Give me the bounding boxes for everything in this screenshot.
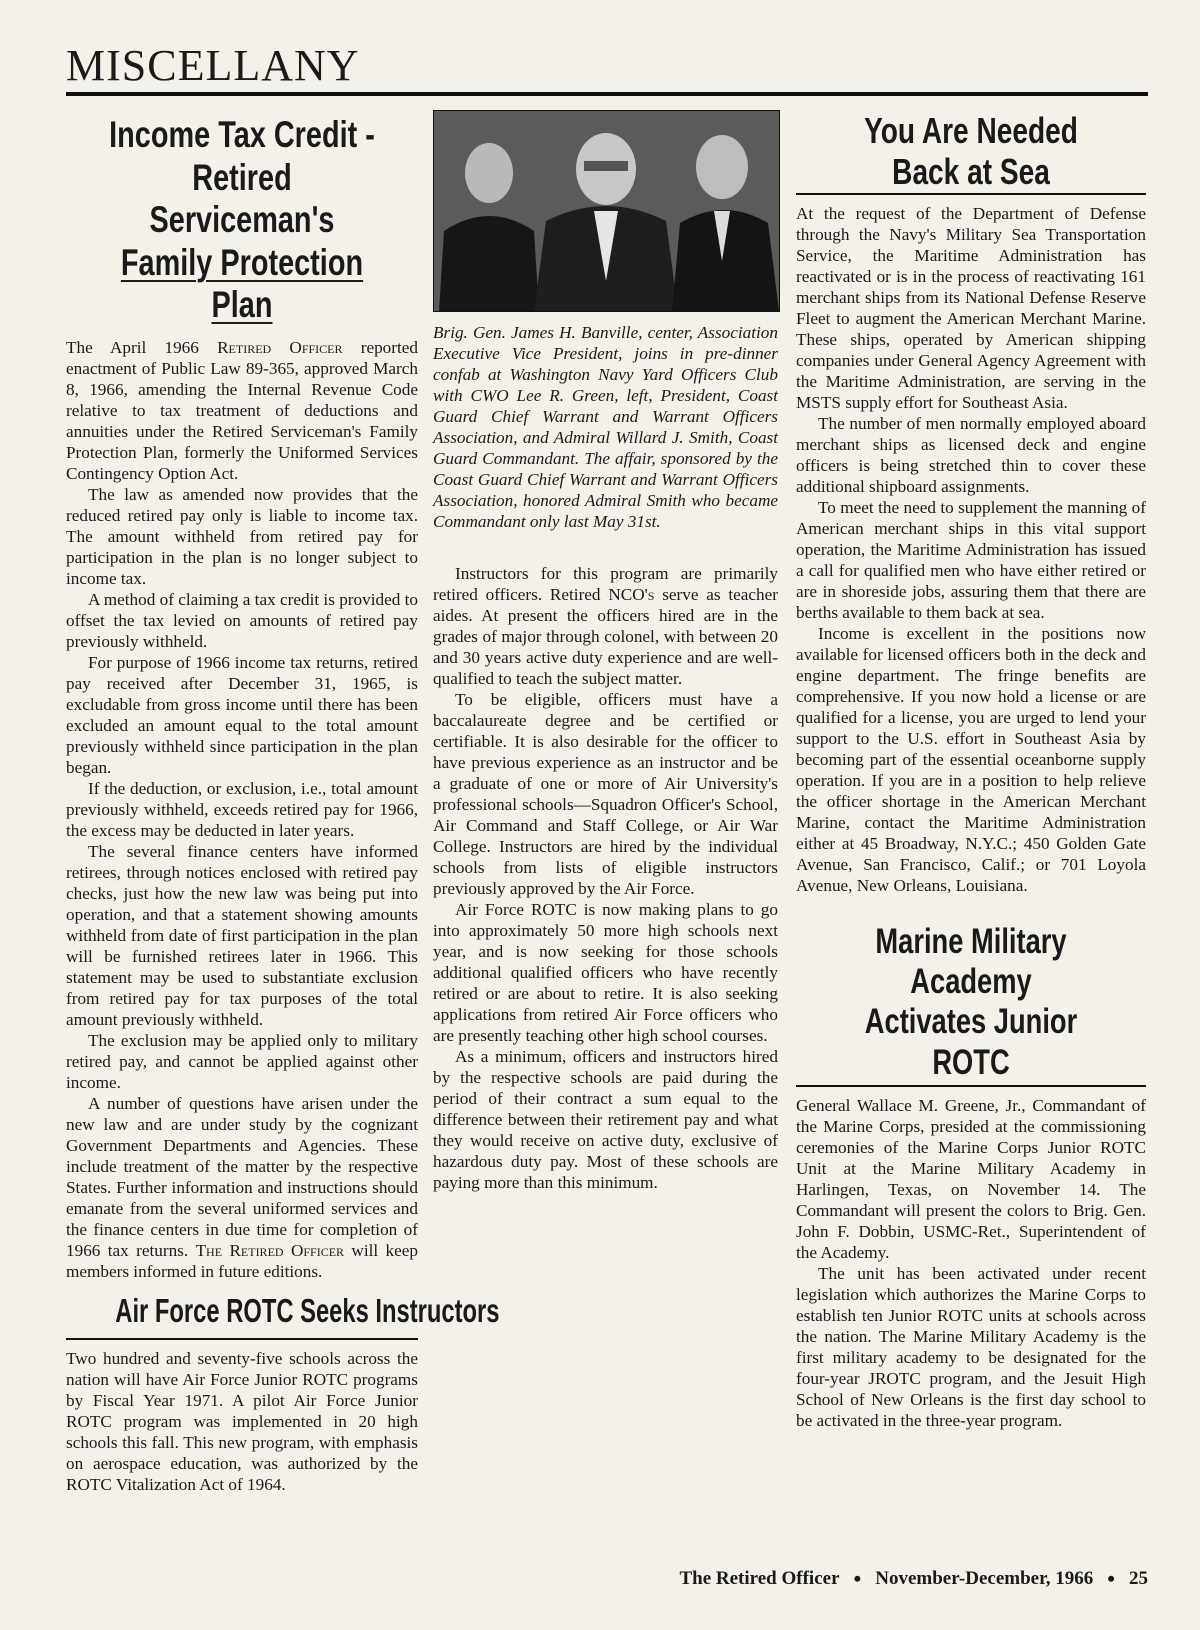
title-rule (66, 92, 1148, 96)
headline-line: Income Tax Credit - Retired (109, 114, 375, 198)
sea-headline: You Are Needed Back at Sea (864, 110, 1078, 193)
paragraph: The unit has been activated under recent legislation which authorizes the Marine Corps to establish ten Junior ROTC units at schools across the nation. The Marine Military Academy is the first military academy to be designated for the four-year JROTC program, and the Jesuit High School of New Orleans is the first day school to be activated in the three-year program. (796, 1263, 1146, 1430)
paragraph: The law as amended now provides that the reduced retired pay only is liable to income tax. The amount withheld from retired pay for participation in the plan is no longer subject to income tax. (66, 484, 418, 588)
footer-publication: The Retired Officer (679, 1568, 840, 1589)
column-1 (66, 108, 500, 1570)
paragraph: To meet the need to supplement the manning of American merchant ships in this vital support operation, the Maritime Administration has issued a call for qualified men who have either retired or are in shoreside jobs, assuring them that there are berths available to them back at sea. (796, 497, 1146, 622)
footer-date: November-December, 1966 (875, 1568, 1094, 1589)
paragraph: A number of questions have arisen under the new law and are under study by the cognizant Government Departments and Agencies. These include treatment of the matter by the respective States. Further information and instructions should emanate from the several uniformed services and the finance centers in due time for completion of 1966 tax returns. The Retired Officer will keep members informed in future editions. (66, 1093, 418, 1281)
headline-line: Marine Military Academy (875, 921, 1067, 1002)
sea-headline-block (796, 110, 1146, 195)
paragraph: For purpose of 1966 income tax returns, retired pay received after December 31, 1965, is excludable from gross income until there has been excluded an amount equal to the total amount previously withheld since participation in the plan began. (66, 652, 418, 777)
headline-line: Family Protection Plan (120, 241, 364, 326)
photo-illustration (434, 111, 779, 311)
marine-headline (835, 922, 1108, 1083)
column-2 (433, 108, 778, 1570)
paragraph: Income is excellent in the positions now available for licensed officers both in the deck and engine department. The fringe benefits are comprehensive. If you now hold a license or are qualified for a license, you are urged to lend your support to the U.S. effort in Southeast Asia by becoming part of the essential oceanborne supply operation. If you are in a position to help relieve the officer shortage in the American Merchant Marine, contact the Maritime Administration either at 45 Broadway, N.Y.C.; 450 Golden Gate Avenue, San Francisco, Calif.; or 701 Loyola Avenue, New Orleans, Louisiana. (796, 623, 1146, 895)
paragraph: At the request of the Department of Defense through the Navy's Military Sea Transportation Service, the Maritime Administration has reactivated or is in the process of reactivating 161 merchant ships from its National Defense Reserve Fleet to augment the American Merchant Marine. These ships, operated by American shipping companies under General Agency Agreement with the Maritime Administration, are serving in the MSTS supply effort for Southeast Asia. (796, 203, 1146, 412)
air-force-headline: Air Force ROTC Seeks Instructors (115, 1291, 500, 1329)
paragraph: A method of claiming a tax credit is provided to offset the tax levied on amounts of retired pay previously withheld. (66, 589, 418, 651)
column-3 (796, 108, 1146, 1570)
paragraph: If the deduction, or exclusion, i.e., total amount previously withheld, exceeds retired pay for 1966, the excess may be deducted in later years. (66, 778, 418, 840)
paragraph: General Wallace M. Greene, Jr., Commandant of the Marine Corps, presided at the commissioning ceremonies of the Marine Corps Junior ROTC Unit at the Marine Military Academy in Harlingen, Texas, on November 14. The Commandant will present the colors to Brig. Gen. John F. Dobbin, USMC-Ret., Superintendent of the Academy. (796, 1095, 1146, 1262)
paragraph: Air Force ROTC is now making plans to go into approximately 50 more high schools next year, and is now seeking for those schools additional qualified officers who have recently retired or are about to retire. It is also seeking applications from retired Air Force officers who are presently teaching other high school courses. (433, 900, 778, 1045)
paragraph: The exclusion may be applied only to military retired pay, and cannot be applied against other income. (66, 1030, 418, 1092)
paragraph: To be eligible, officers must have a baccalaureate degree and be certified or certifiable. It is also desirable for the officer to have previous experience as an instructor and be a graduate of one or more of Air University's professional schools—Squadron Officer's School, Air Command and Staff College, or Air War College. Instructors are hired by the individual schools from lists of eligible instructors previously approved by the Air Force. (433, 690, 778, 898)
page-footer (679, 1566, 1148, 1592)
paragraph: As a minimum, officers and instructors hired by the respective schools are paid during the period of their contract a sum equal to the difference between their retirement pay and what they would receive on active duty, exclusive of hazardous duty pay. Most of these schools are paying more than this minimum. (433, 1047, 778, 1192)
section-title: MISCELLANY (66, 41, 360, 90)
footer-separator: • (853, 1566, 862, 1591)
footer-separator: • (1107, 1566, 1115, 1591)
paragraph: The April 1966 Retired Officer reported enactment of Public Law 89-365, approved March 8, 1966, amending the Internal Revenue Code relative to tax treatment of deductions and annuities under the Retired Serviceman's Family Protection Plan, formerly the Uniformed Services Contingency Option Act. (66, 337, 418, 483)
paragraph: Two hundred and seventy-five schools across the nation will have Air Force Junior ROTC programs by Fiscal Year 1971. A pilot Air Force Junior ROTC program was implemented in 20 high schools this fall. This new program, with emphasis on aerospace education, was authorized by the ROTC Vitalization Act of 1964. (66, 1348, 418, 1494)
paragraph: The several finance centers have informed retirees, through notices enclosed with retired pay checks, just how the new law was being put into operation, and that a statement showing amounts withheld from date of first participation in the plan will be furnished retirees later in 1966. This statement may be used to substantiate exclusion from retired pay for tax purposes of the total amount previously withheld. (66, 841, 418, 1029)
paragraph (433, 542, 778, 563)
marine-headline-block (796, 922, 1146, 1087)
paragraph: The number of men normally employed aboard merchant ships as licensed deck and engine officers is being stretched thin to cover these additional shipboard assignments. (796, 413, 1146, 496)
footer-page-number: 25 (1129, 1568, 1148, 1589)
headline-line: Activates Junior ROTC (864, 1002, 1078, 1082)
paragraph: Instructors for this program are primarily retired officers. Retired NCO's serve as teacher aides. At present the officers hired are in the grades of major through colonel, with between 20 and 30 years active duty experience and are well-qualified to teach the subject matter. (433, 564, 778, 688)
air-force-headline-block (66, 1291, 500, 1340)
income-tax-headline (105, 114, 380, 327)
photo-caption: Brig. Gen. James H. Banville, center, Association Executive Vice President, joins in pre-dinner confab at Washington Navy Yard Officers Club with CWO Lee R. Green, left, President, Coast Guard Chief Warrant and Warrant Officers Association, and Admiral Willard J. Smith, Coast Guard Commandant. The affair, sponsored by the Coast Guard Chief Warrant and Warrant Officers Association, honored Admiral Smith who became Commandant only last May 31st. (433, 323, 778, 531)
headline-line: Serviceman's (149, 199, 335, 241)
group-photo (433, 110, 780, 312)
